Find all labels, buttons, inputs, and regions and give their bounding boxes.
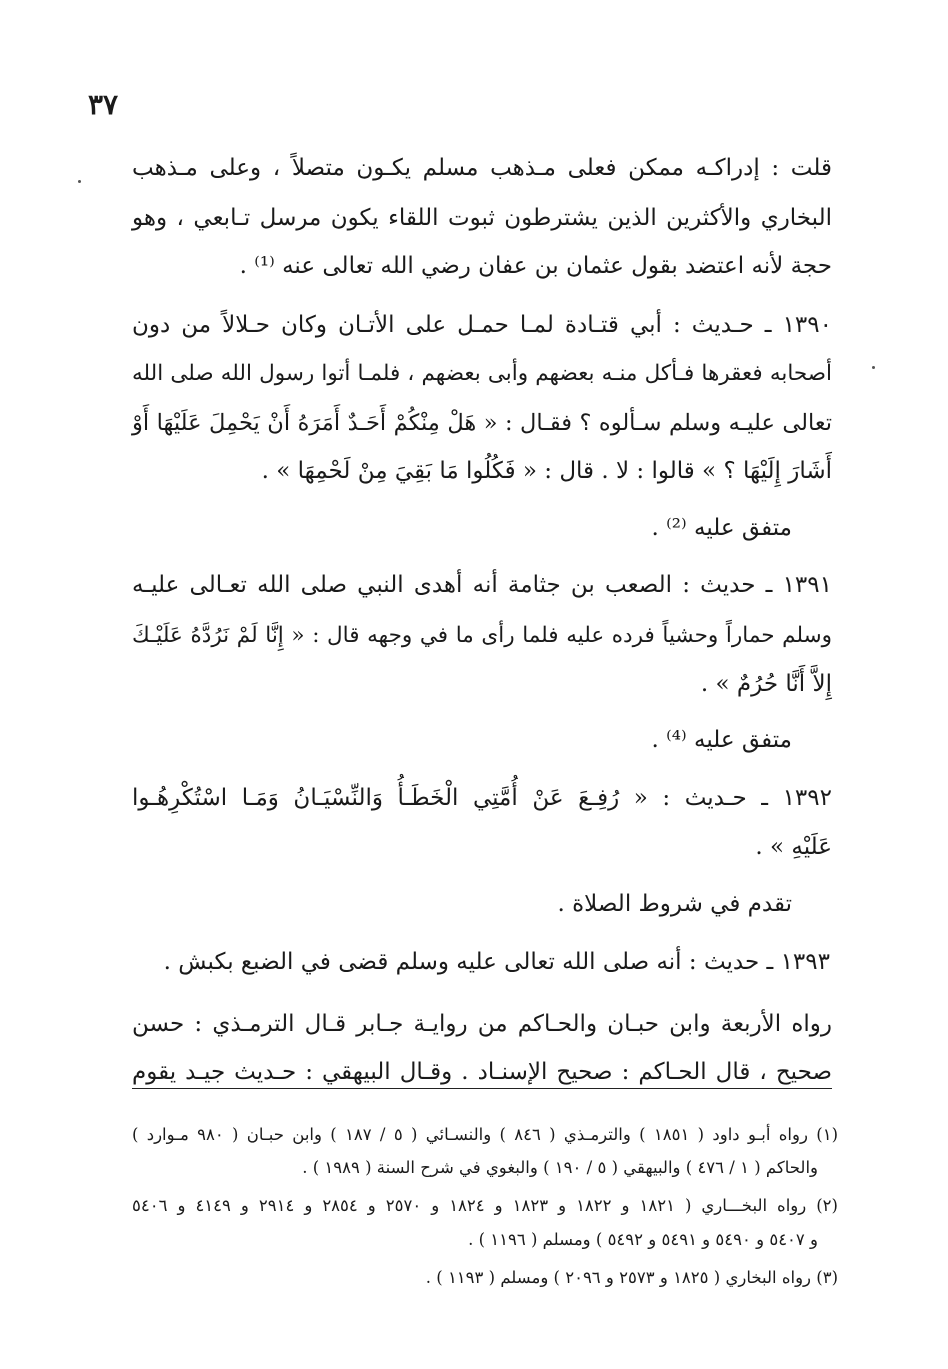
text-line: صحيح ، قال الحـاكم : صحيح الإسنـاد . وقـال البيهقي : حـديث جيـد يقوم: [132, 1059, 832, 1085]
text-line: أصحابه فعقرها فـأكل منـه بعضهم وأبى بعضهم ، فلمـا أتوا رسول الله صلى الله: [132, 361, 832, 386]
text-line: رواه الأربعة وابن حبـان والحـاكم من روايـة جـابر قـال الترمـذي : حسن: [132, 1011, 832, 1037]
text-line: وسلم حماراً وحشياً فرده عليه فلما رأى ما في وجهه قال : « إِنَّا لَمْ نَرُدَّهُ عَلَيْـكَ: [132, 623, 832, 648]
hadith-1393-line: ١٣٩٣ ـ حديث : أنه صلى الله تعالى عليه وسلم قضى في الضبع بكبش .: [163, 949, 830, 975]
hadith-1392-line: ١٣٩٢ ـ حـديث : « رُفِـعَ عَنْ أُمَّتِي الْخَطَـأُ وَالنِّسْيَـانُ وَمَـا اسْتُكْرِهُـوا: [132, 785, 832, 811]
hadith-1391-line: ١٣٩١ ـ حديث : الصعب بن جثامة أنه أهدى النبي صلى الله تعـالى عليـه: [132, 572, 832, 598]
footnote-line: و ٥٤٠٧ و ٥٤٩٠ و ٥٤٩١ و ٥٤٩٢ ) ومسلم ( ١١٩٦ ) .: [468, 1230, 818, 1249]
text-line: البخاري والأكثرين الذين يشترطون ثبوت اللقاء يكون مرسل تـابعي ، وهو: [132, 205, 832, 231]
hadith-1390-line: ١٣٩٠ ـ حـديث : أبي قتـادة لمـا حمـل على الأتـان وكان حـلالاً من دون: [132, 312, 832, 338]
text-line: إِلاَّ أَنَّا حُرُمٌ » .: [700, 671, 832, 697]
source-note: متفق عليه ⁽²⁾ .: [651, 515, 792, 541]
footnote-line: (٣) رواه البخاري ( ١٨٢٥ و ٢٥٧٣ و ٢٠٩٦ ) ومسلم ( ١١٩٣ ) .: [425, 1268, 838, 1287]
text-line: حجة لأنه اعتضد بقول عثمان بن عفان رضي الله تعالى عنه ⁽¹⁾ .: [239, 253, 832, 279]
text-line: عَلَيْهِ » .: [755, 834, 832, 860]
footnote-line: (١) رواه أبـو داود ( ١٨٥١ ) والترمـذي ( ٨٤٦ ) والنسـائي ( ٥ / ١٨٧ ) وابن حبـان ( ٩٨٠ مـوارد ): [132, 1125, 839, 1144]
page-number: ٣٧: [88, 88, 119, 121]
footnote-separator: [132, 1088, 832, 1089]
scan-speck: [78, 180, 81, 183]
text-line: قلت : إدراكـه ممكن فعلى مـذهب مسلم يكـون متصلاً ، وعلى مـذهب: [132, 155, 832, 181]
source-note: متفق عليه ⁽⁴⁾ .: [651, 727, 792, 753]
text-line: تعالى عليـه وسلم سـألوه ؟ فقـال : « هَلْ مِنْكُمْ أَحَـدٌ أَمَرَهُ أَنْ يَحْمِلَ عَلَيْهَا أَوْ: [132, 410, 832, 436]
footnote-line: والحاكم ( ١ / ٤٧٦ ) والبيهقي ( ٥ / ١٩٠ ) والبغوي في شرح السنة ( ١٩٨٩ ) .: [302, 1158, 818, 1177]
source-note: تقدم في شروط الصلاة .: [557, 891, 792, 917]
text-line: أَشَارَ إِلَيْهَا ؟ » قالوا : لا . قال : « فَكُلُوا مَا بَقِيَ مِنْ لَحْمِهَا » .: [261, 458, 832, 484]
footnote-line: (٢) رواه البخـــاري ( ١٨٢١ و ١٨٢٢ و ١٨٢٣ و ١٨٢٤ و ٢٥٧٠ و ٢٨٥٤ و ٢٩١٤ و ٤١٤٩ و ٥٤٠٦: [132, 1196, 838, 1215]
scan-speck: [872, 366, 875, 369]
